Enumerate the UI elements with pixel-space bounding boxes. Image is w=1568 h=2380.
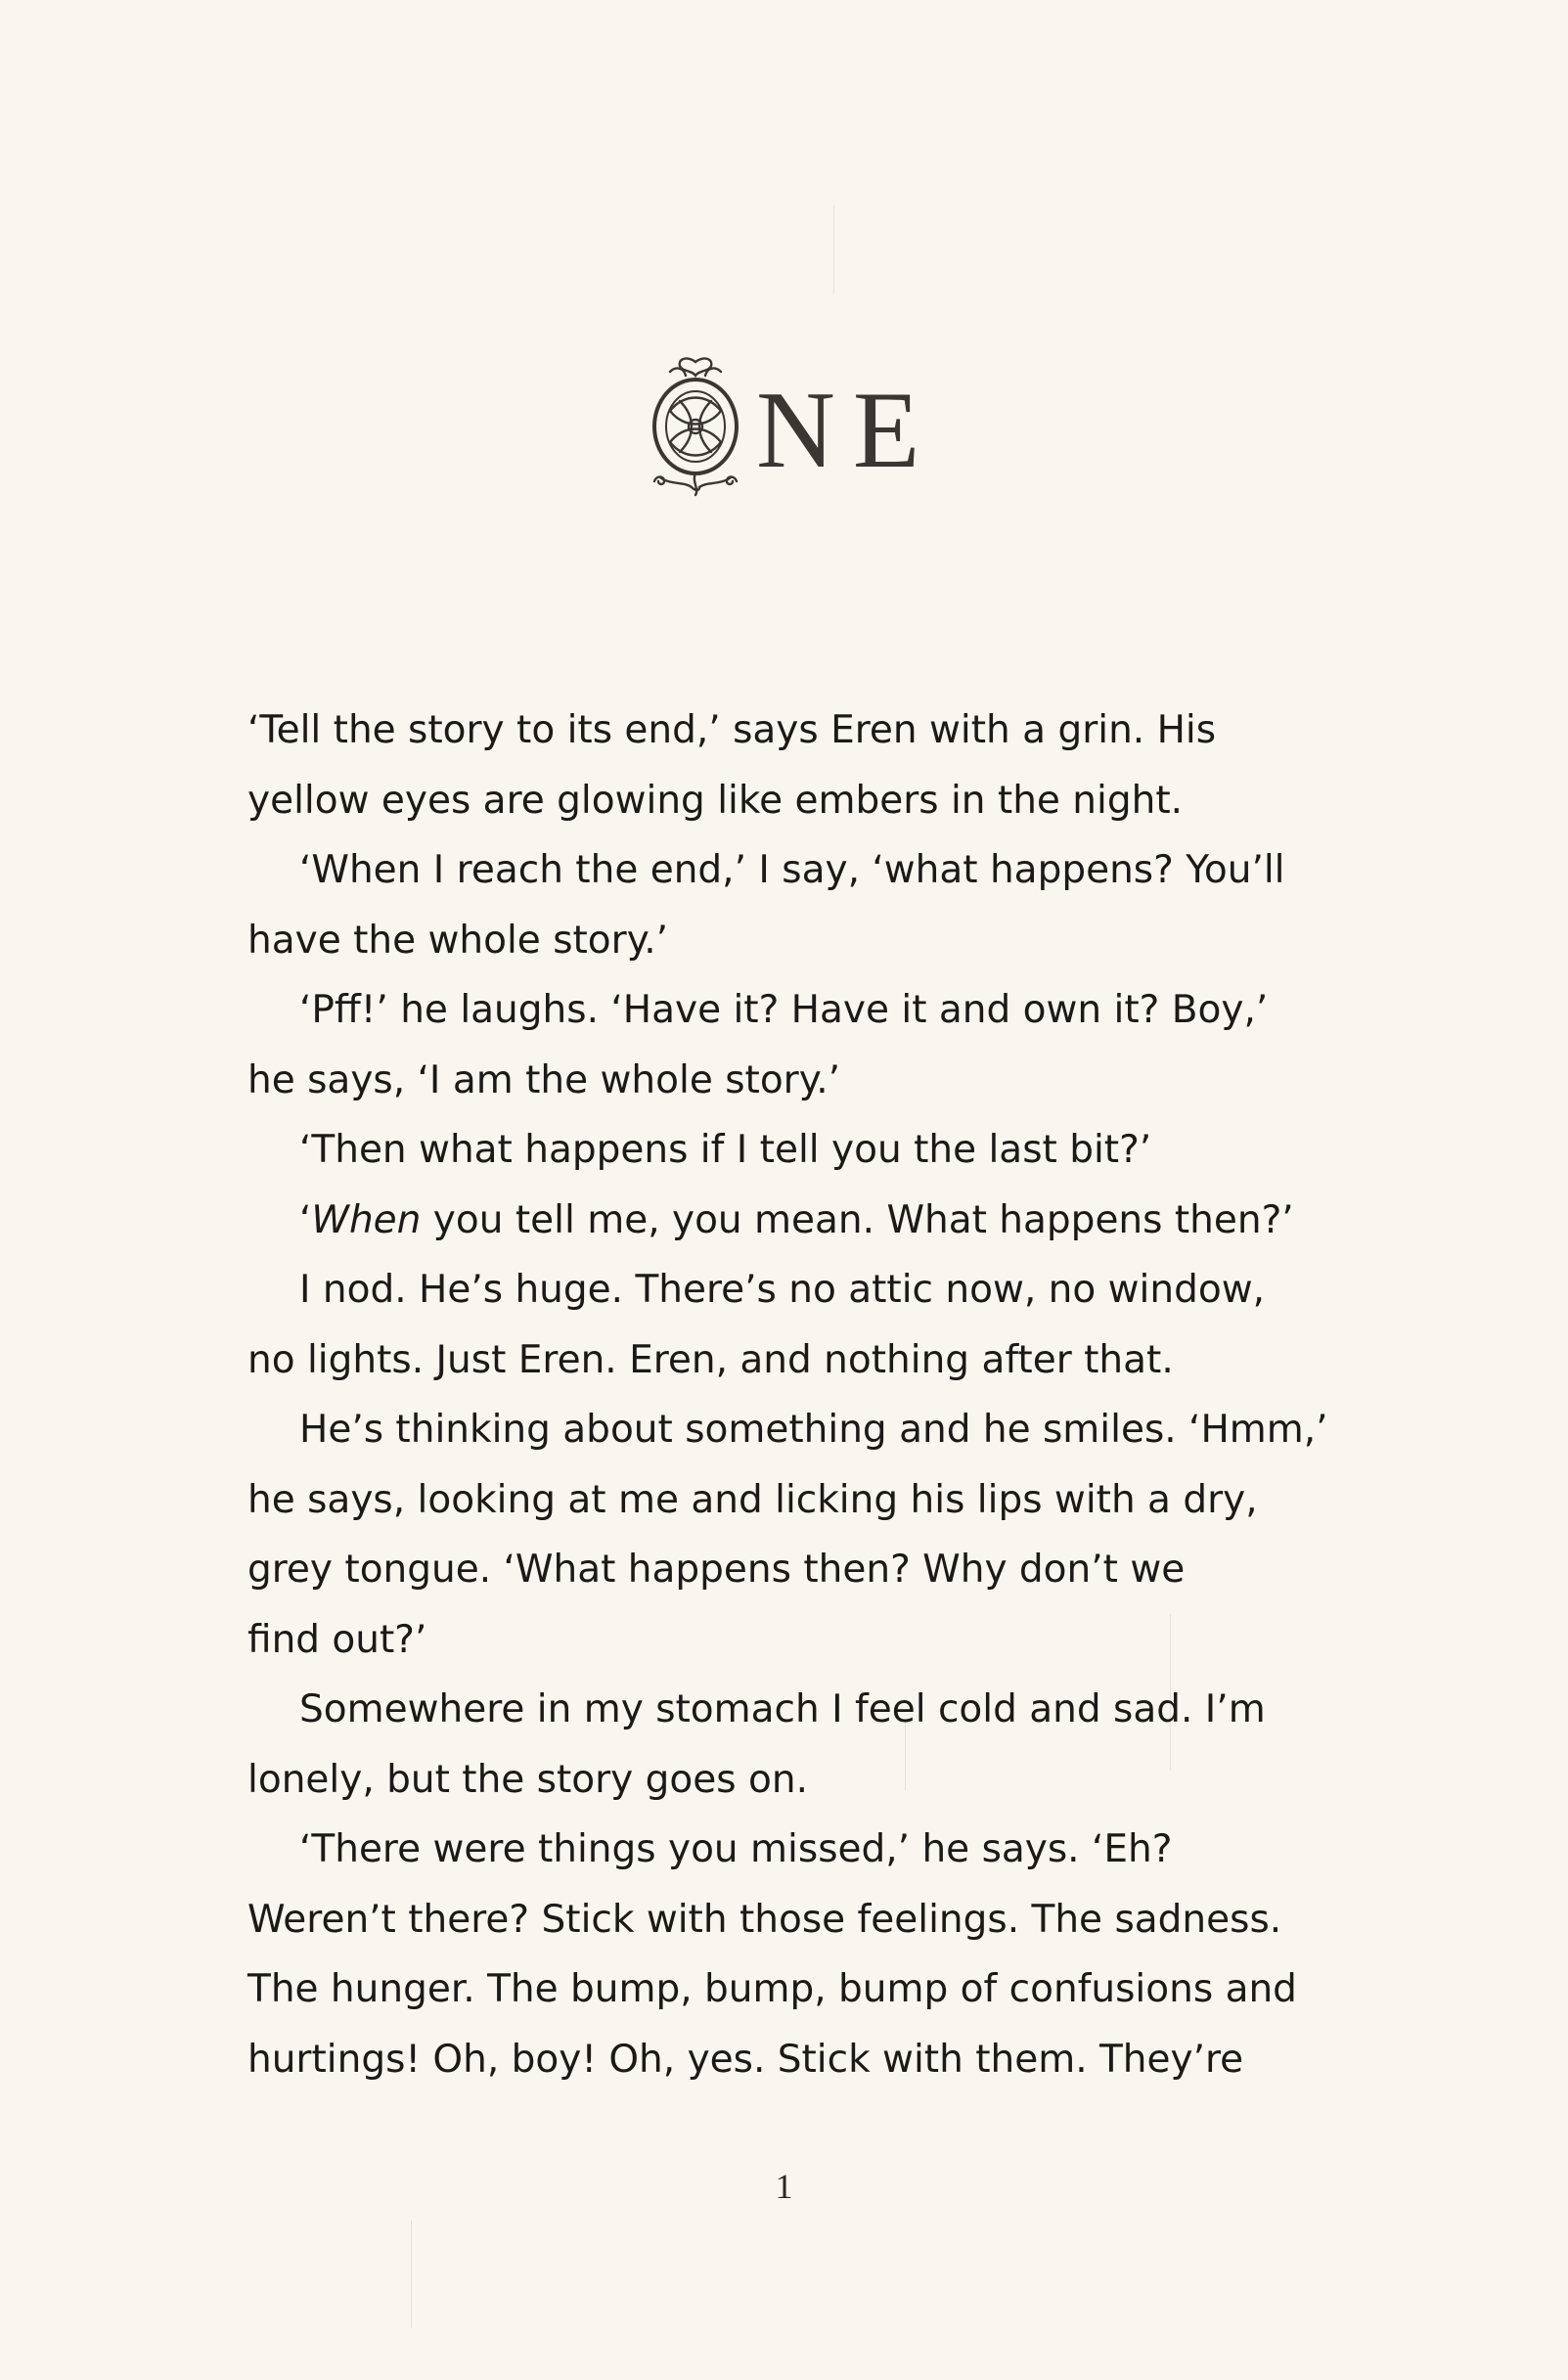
line-text: no lights. Just Eren. Eren, and nothing after that. <box>247 1337 1174 1382</box>
line-text: yellow eyes are glowing like embers in the night. <box>247 778 1184 823</box>
line-text: ‘ <box>299 1197 312 1242</box>
line-text: lonely, but the story goes on. <box>247 1757 808 1802</box>
chapter-heading <box>641 352 937 499</box>
line-text: ‘Tell the story to its end,’ says Eren with a grin. His <box>247 708 1217 752</box>
chapter-body <box>247 696 1343 2094</box>
line-text: have the whole story.’ <box>247 918 669 963</box>
emphasis-text: When <box>311 1197 422 1242</box>
text-line <box>247 1605 1343 1676</box>
chapter-heading-text: NE <box>756 370 938 491</box>
line-text: he says, ‘I am the whole story.’ <box>247 1057 841 1102</box>
line-text: ‘When I reach the end,’ I say, ‘what happens? You’ll <box>299 848 1285 892</box>
text-line <box>247 1115 1343 1186</box>
line-text: he says, looking at me and licking his lips with a dry, <box>247 1477 1258 1522</box>
line-text: ‘Then what happens if I tell you the last bit?’ <box>299 1128 1152 1172</box>
ornate-initial-o-icon <box>641 352 750 499</box>
text-line <box>247 1675 1343 1745</box>
text-line <box>247 1325 1343 1396</box>
text-line <box>247 1815 1343 1885</box>
line-text: find out?’ <box>247 1617 427 1662</box>
text-line <box>247 1465 1343 1536</box>
text-line <box>247 1954 1343 2025</box>
line-text: ‘There were things you missed,’ he says. ‘Eh? <box>299 1827 1173 1871</box>
line-text: I nod. He’s huge. There’s no attic now, no window, <box>299 1268 1265 1312</box>
text-line <box>247 1395 1343 1465</box>
line-text: Weren’t there? Stick with those feelings. The sadness. <box>247 1897 1282 1942</box>
text-line <box>247 835 1343 906</box>
line-text: you tell me, you mean. What happens then?’ <box>421 1197 1294 1242</box>
text-line <box>247 696 1343 766</box>
page-number: 1 <box>775 2167 793 2206</box>
text-line <box>247 1046 1343 1116</box>
text-line <box>247 1745 1343 1816</box>
text-line <box>247 1885 1343 1955</box>
text-line <box>247 975 1343 1046</box>
text-line <box>247 1535 1343 1605</box>
line-text: Somewhere in my stomach I feel cold and sad. I’m <box>299 1687 1266 1731</box>
line-text: He’s thinking about something and he smiles. ‘Hmm,’ <box>299 1408 1328 1452</box>
text-line <box>247 906 1343 976</box>
scan-mark <box>411 2221 412 2328</box>
text-line <box>247 1255 1343 1325</box>
line-text: ‘Pff!’ he laughs. ‘Have it? Have it and own it? Boy,’ <box>299 988 1269 1032</box>
text-line <box>247 1186 1343 1256</box>
text-line <box>247 2025 1343 2095</box>
scan-mark <box>833 205 834 293</box>
line-text: grey tongue. ‘What happens then? Why don’t we <box>247 1548 1186 1592</box>
line-text: The hunger. The bump, bump, bump of confusions and <box>247 1967 1297 2011</box>
line-text: hurtings! Oh, boy! Oh, yes. Stick with them. They’re <box>247 2037 1244 2082</box>
text-line <box>247 766 1343 836</box>
